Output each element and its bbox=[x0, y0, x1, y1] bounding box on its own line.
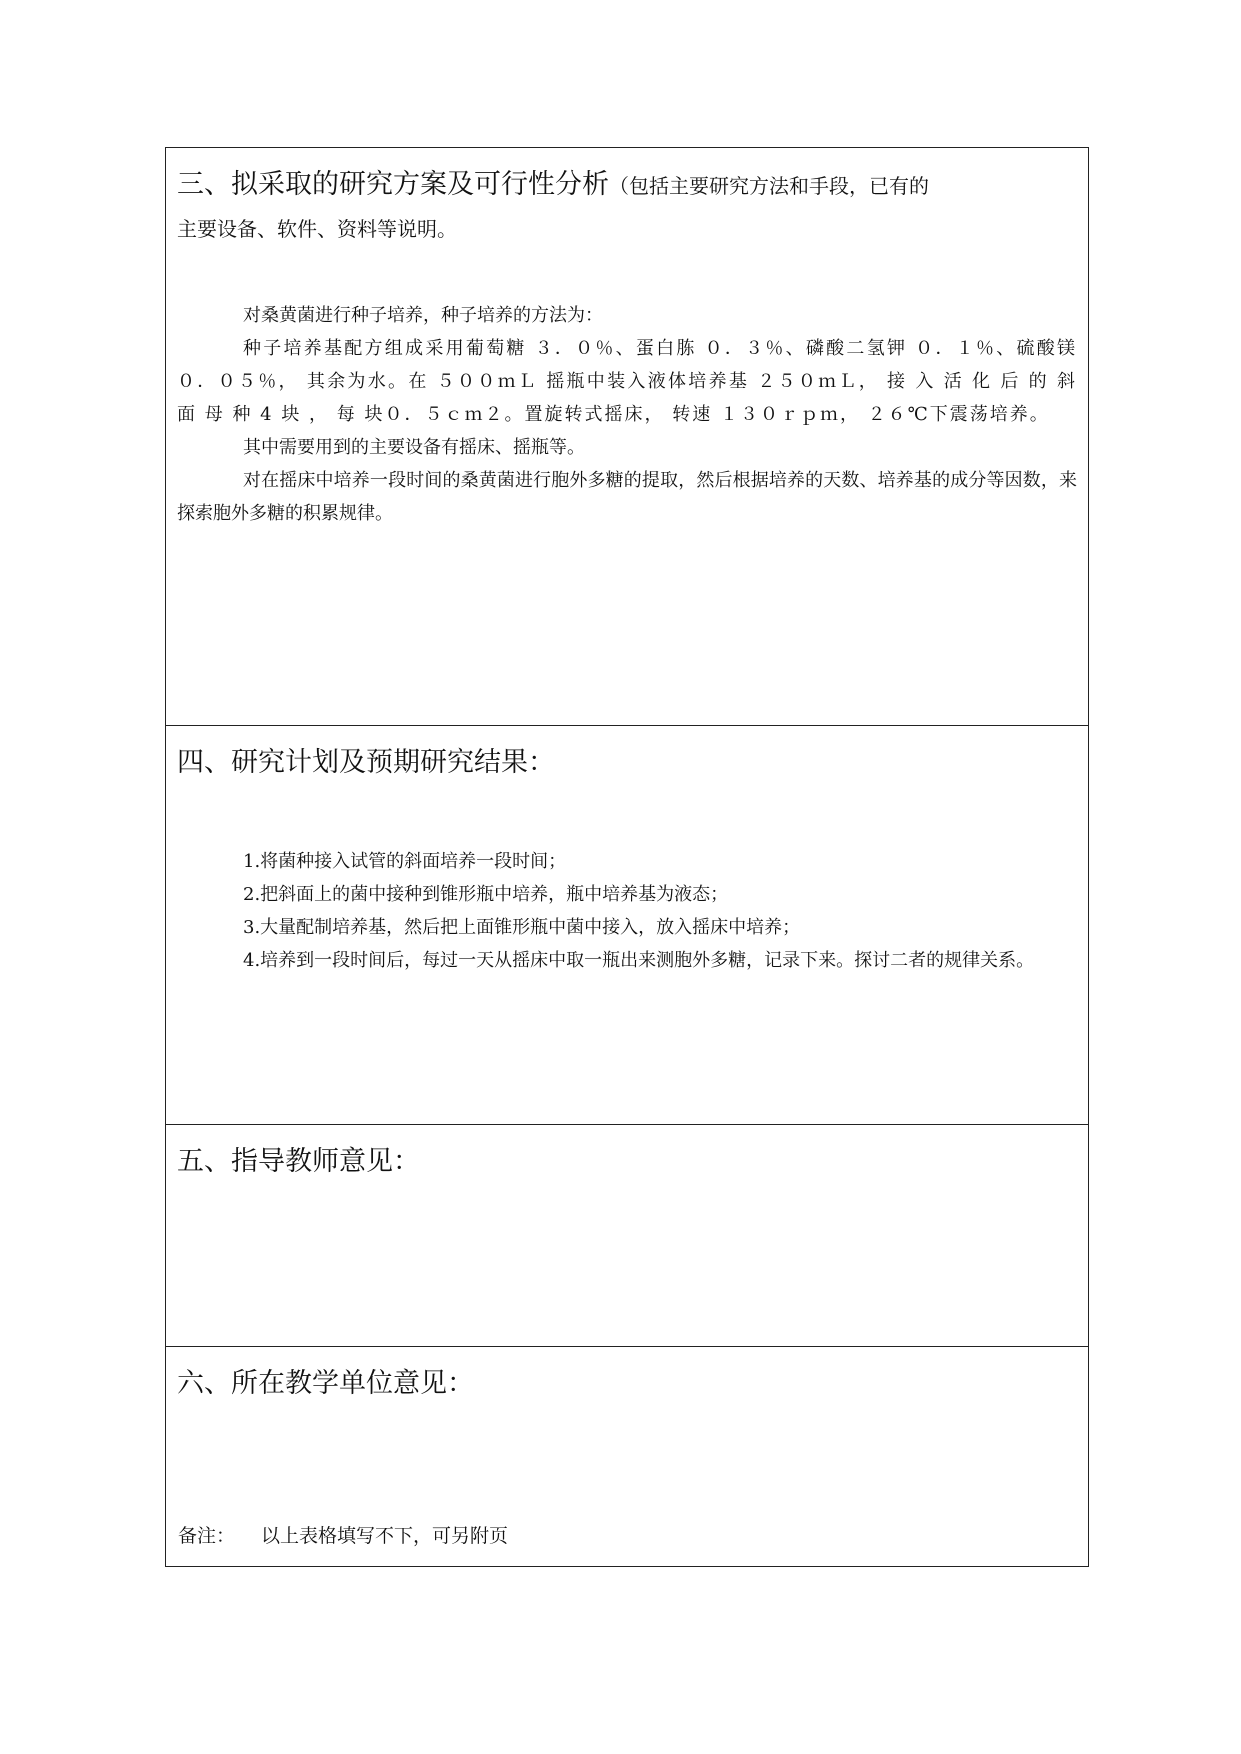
section-3-heading-line bbox=[177, 160, 1077, 211]
proposal-form-table bbox=[165, 147, 1089, 1567]
section-4-item: 1.将菌种接入试管的斜面培养一段时间； bbox=[243, 851, 567, 872]
section-4-heading: 四、研究计划及预期研究结果： bbox=[177, 747, 555, 778]
section-5-heading: 五、指导教师意见： bbox=[177, 1146, 420, 1177]
footnote bbox=[178, 1521, 508, 1551]
footnote-label: 备注： bbox=[178, 1525, 236, 1547]
section-advisor-opinion bbox=[166, 1137, 1088, 1347]
section-research-schedule-results bbox=[166, 738, 1088, 1125]
section-4-item: 2.把斜面上的菌中接种到锥形瓶中培养，瓶中培养基为液态； bbox=[243, 884, 729, 905]
section-3-heading-note: （包括主要研究方法和手段，已有的 bbox=[609, 174, 929, 198]
footnote-text: 以上表格填写不下，可另附页 bbox=[261, 1525, 509, 1547]
section-3-paragraph: 其中需要用到的主要设备有摇床、摇瓶等。 bbox=[243, 437, 585, 458]
section-3-paragraph: 对桑黄菌进行种子培养，种子培养的方法为： bbox=[243, 305, 603, 326]
section-4-body bbox=[177, 845, 1077, 977]
section-research-plan-feasibility bbox=[166, 160, 1088, 726]
section-3-body bbox=[177, 299, 1077, 530]
section-4-item: 3.大量配制培养基，然后把上面锥形瓶中菌中接入，放入摇床中培养； bbox=[243, 917, 801, 938]
section-3-paragraph: 对在摇床中培养一段时间的桑黄菌进行胞外多糖的提取，然后根据培养的天数、培养基的成分等因数，来探索胞外多糖的积累规律。 bbox=[177, 470, 1077, 524]
section-6-heading: 六、所在教学单位意见： bbox=[177, 1368, 474, 1399]
section-3-heading: 三、拟采取的研究方案及可行性分析 bbox=[177, 169, 609, 200]
section-3-paragraph: 种子培养基配方组成采用葡萄糖 ３．０％、蛋白胨 ０．３％、磷酸二氢钾 ０．１％、硫酸镁 ０．０５％， 其余为水。在 ５００ｍＬ 摇瓶中装入液体培养基 ２５０ｍＬ， 接 入 活 化 后 的 斜 面 母 种 4 块 ， 每 块０．５ｃｍ２。置旋转式摇床， 转速 １３０ｒｐｍ， ２６℃下震荡培养。 bbox=[177, 338, 1077, 425]
section-3-heading-note-cont: 主要设备、软件、资料等说明。 bbox=[177, 217, 457, 241]
section-4-item: 4.培养到一段时间后，每过一天从摇床中取一瓶出来测胞外多糖，记录下来。探讨二者的规律关系。 bbox=[243, 950, 1035, 971]
